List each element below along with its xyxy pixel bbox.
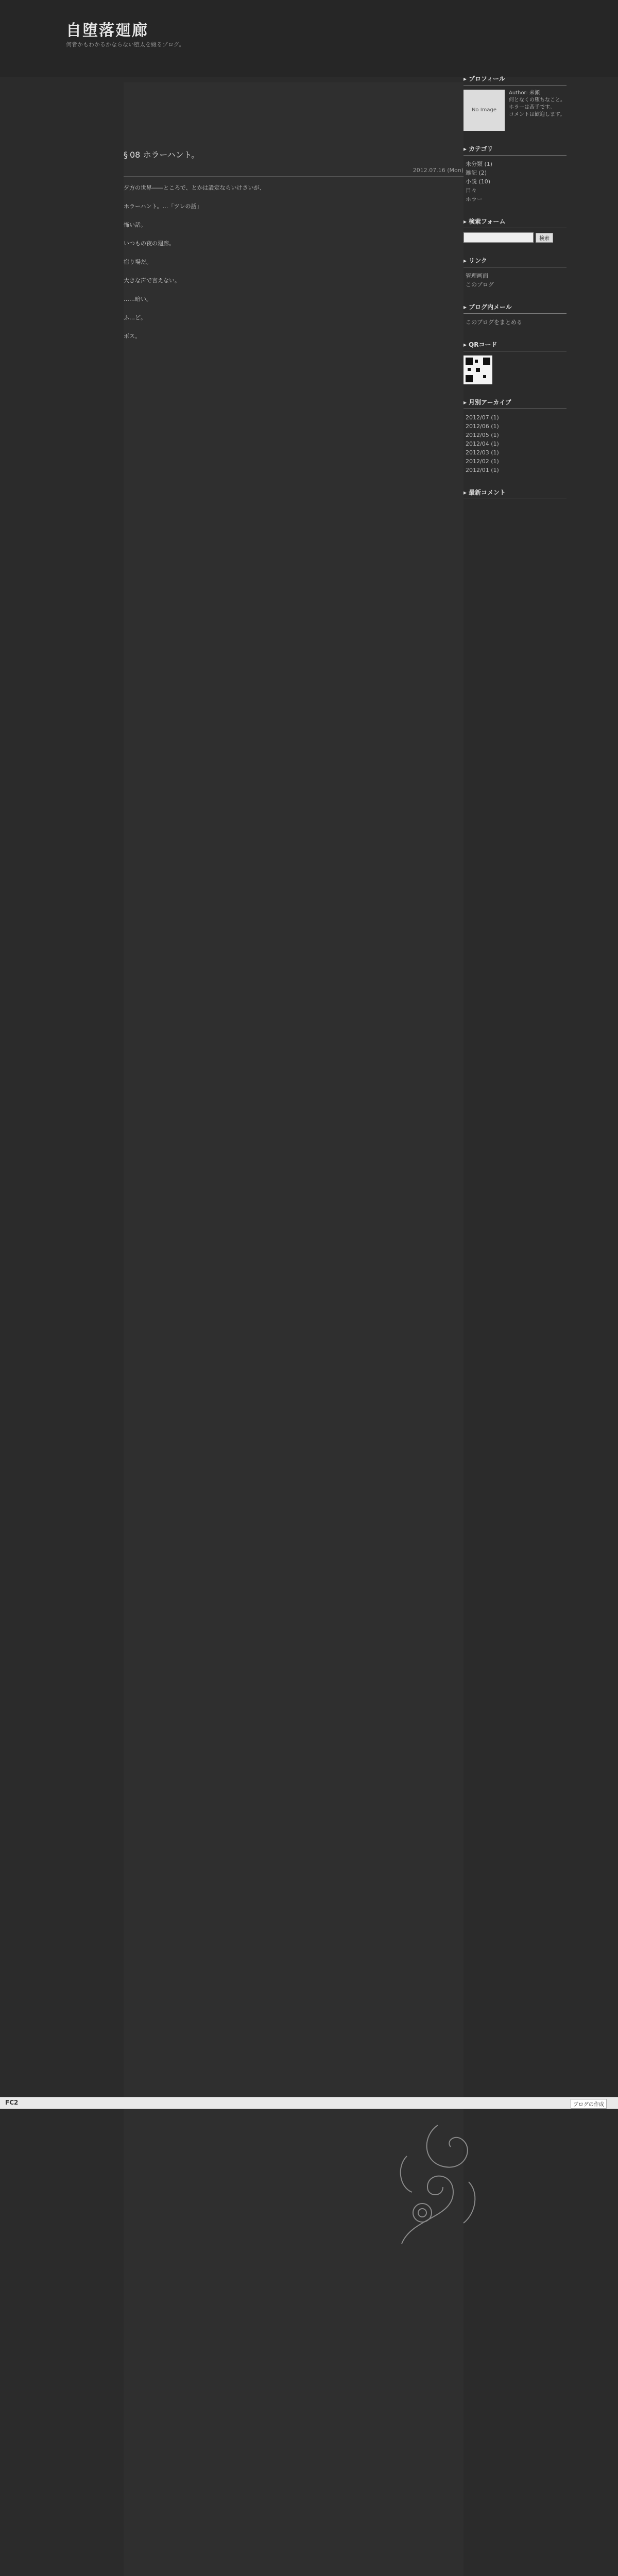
site-description: 何者かもわかるかならない堕太を綴るブログ。 <box>66 41 185 48</box>
entry-paragraph: ……暗い。 <box>124 296 152 302</box>
bullet-icon: ▸ <box>464 218 467 225</box>
archive-item[interactable]: 2012/03 (1) <box>466 449 499 456</box>
create-blog-link[interactable]: ブログの作成 <box>571 2099 607 2109</box>
profile-block <box>464 72 566 131</box>
entry-paragraph: ボス。 <box>124 333 141 340</box>
bullet-icon: ▸ <box>464 341 467 348</box>
avatar: No Image <box>464 90 505 131</box>
category-item[interactable]: ホラー <box>466 196 483 202</box>
search-input[interactable] <box>464 232 534 243</box>
archive-block <box>464 396 566 474</box>
category-list <box>464 160 566 204</box>
bullet-icon: ▸ <box>464 399 467 406</box>
archive-item[interactable]: 2012/01 (1) <box>466 467 499 473</box>
archive-item[interactable]: 2012/07 (1) <box>466 414 499 421</box>
category-item[interactable]: 雑記 (2) <box>466 170 487 176</box>
search-button[interactable]: 検索 <box>536 233 553 243</box>
mailform-heading: ▸ ブログ内メール <box>464 300 566 314</box>
qr-block <box>464 338 566 384</box>
fc2-logo[interactable]: FC2 <box>5 2099 19 2106</box>
links-heading: ▸ リンク <box>464 254 566 267</box>
decorative-swirl-icon <box>391 2115 484 2249</box>
entry-body <box>124 183 459 350</box>
search-heading: ▸ 検索フォーム <box>464 215 566 228</box>
mailform-block <box>464 300 566 327</box>
recent-heading: ▸ 最新コメント <box>464 486 566 499</box>
link-item[interactable]: 管理画面 <box>466 273 488 279</box>
qr-heading: ▸ QRコード <box>464 338 566 351</box>
category-item[interactable]: 小説 (10) <box>466 178 491 185</box>
archive-item[interactable]: 2012/04 (1) <box>466 440 499 447</box>
profile-line: コメントは歓迎します。 <box>509 112 565 117</box>
profile-line: Author: 来瀬 <box>509 90 540 96</box>
archive-item[interactable]: 2012/05 (1) <box>466 432 499 438</box>
fc2-footer-bar <box>0 2097 618 2109</box>
site-title[interactable]: 自堕落廻廊 <box>66 22 148 40</box>
category-item[interactable]: 日々 <box>466 187 477 194</box>
links-block <box>464 254 566 289</box>
bullet-icon: ▸ <box>464 303 467 311</box>
profile-heading: ▸ プロフィール <box>464 72 566 86</box>
sidebar <box>464 72 566 511</box>
entry-paragraph: ホラーハント。…「ツレの話」 <box>124 203 202 210</box>
entry-marker-icon: § <box>124 150 128 160</box>
site-header <box>0 0 618 77</box>
entry-paragraph: 怖い話。 <box>124 222 146 228</box>
entry-paragraph: 夕方の世界――ところで、とかは設定ならいけさいが、 <box>124 184 265 191</box>
profile-text <box>509 90 565 131</box>
search-block <box>464 215 566 243</box>
entry-paragraph: ふ…ど。 <box>124 314 146 321</box>
entry-divider <box>124 176 464 177</box>
profile-line: ホラーは苦手です。 <box>509 105 555 110</box>
mailform-note[interactable]: このブログをまとめる <box>466 319 522 326</box>
entry-title[interactable]: § 08 ホラーハント。 <box>124 150 200 160</box>
link-item[interactable]: このブログ <box>466 281 494 288</box>
bullet-icon: ▸ <box>464 145 467 152</box>
recent-block <box>464 486 566 499</box>
entry-date: 2012.07.16 (Mon) <box>413 167 464 174</box>
archive-list <box>464 413 566 474</box>
bullet-icon: ▸ <box>464 257 467 264</box>
entry-paragraph: 宿り場だ。 <box>124 259 152 265</box>
bullet-icon: ▸ <box>464 489 467 496</box>
category-heading: ▸ カテゴリ <box>464 142 566 156</box>
archive-item[interactable]: 2012/02 (1) <box>466 458 499 465</box>
archive-item[interactable]: 2012/06 (1) <box>466 423 499 430</box>
entry-paragraph: 大きな声で言えない。 <box>124 277 180 284</box>
profile-line: 何となくの堕ちなこと。 <box>509 97 565 103</box>
bullet-icon: ▸ <box>464 75 467 82</box>
entry-paragraph: いつもの夜の廻廊。 <box>124 240 175 247</box>
category-block <box>464 142 566 204</box>
archive-heading: ▸ 月別アーカイブ <box>464 396 566 409</box>
category-item[interactable]: 未分類 (1) <box>466 161 493 167</box>
links-list <box>464 272 566 289</box>
qr-code-icon <box>464 355 492 384</box>
